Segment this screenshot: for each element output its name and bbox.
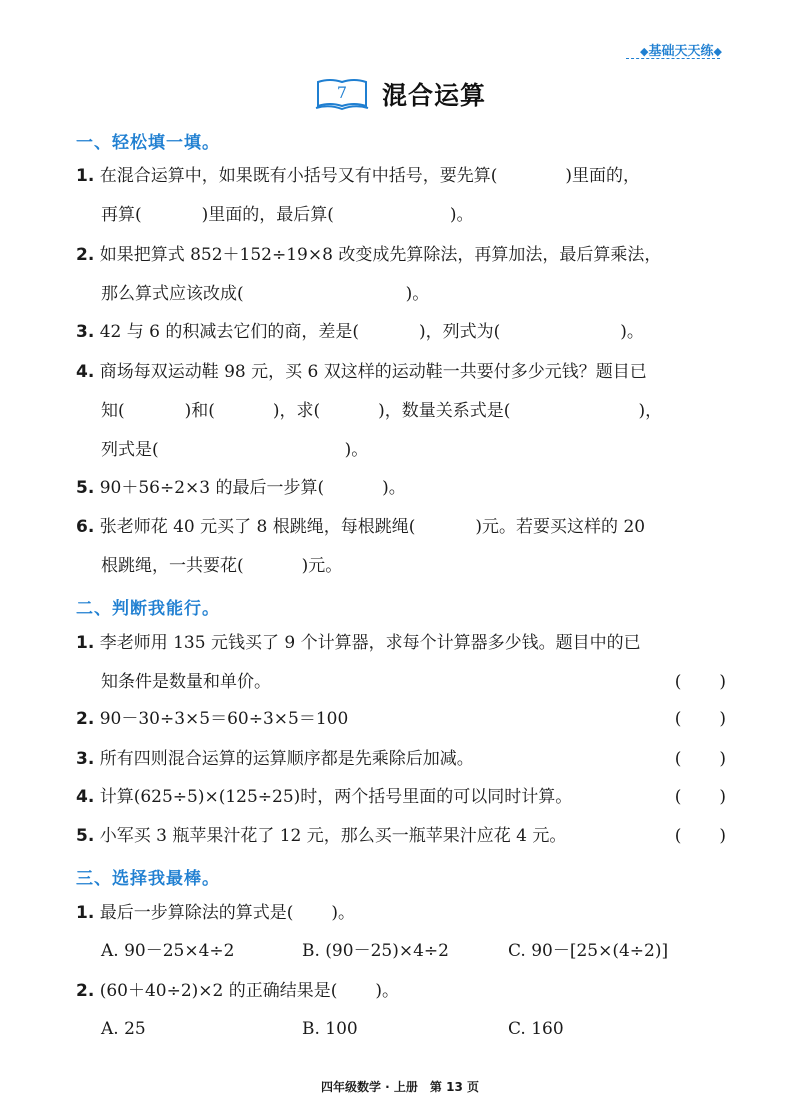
q-text: 张老师花 40 元买了 8 根跳绳，每根跳绳( bbox=[99, 517, 416, 537]
judge-box[interactable] bbox=[675, 708, 726, 730]
s1-q1-line1 bbox=[76, 165, 726, 187]
paren: ( bbox=[674, 787, 682, 807]
section-2-heading: 二、判断我能行。 bbox=[76, 599, 220, 619]
paren: ) bbox=[719, 787, 726, 807]
page-footer: 四年级数学 · 上册 第 13 页 bbox=[321, 1080, 479, 1094]
lesson-number: 7 bbox=[336, 83, 348, 102]
option-c[interactable]: C. 160 bbox=[508, 1019, 564, 1039]
q-text: 所有四则混合运算的运算顺序都是先乘除后加减。 bbox=[99, 749, 474, 769]
s1-q6-line2 bbox=[101, 555, 751, 577]
q-text: )。 bbox=[449, 205, 474, 225]
q-text: )。 bbox=[375, 981, 400, 1001]
book-icon bbox=[314, 76, 370, 112]
q-text: 计算(625÷5)×(125÷25)时，两个括号里面的可以同时计算。 bbox=[99, 787, 573, 807]
s1-q2-line1 bbox=[76, 244, 726, 266]
s1-q5 bbox=[76, 477, 726, 499]
paren: ( bbox=[674, 826, 682, 846]
q-text: 90＋56÷2×3 的最后一步算( bbox=[99, 478, 325, 498]
q-text: )里面的， bbox=[565, 166, 640, 186]
q-text: 在混合运算中，如果既有小括号又有中括号，要先算( bbox=[99, 166, 498, 186]
s2-q1-line1 bbox=[76, 632, 726, 654]
paren: ) bbox=[719, 672, 726, 692]
option-b[interactable]: B. (90－25)×4÷2 bbox=[302, 941, 449, 961]
paren: ( bbox=[674, 672, 682, 692]
q-text: 列式是( bbox=[101, 440, 159, 460]
option-c[interactable]: C. 90－[25×(4÷2)] bbox=[508, 941, 669, 961]
q-number: 1. bbox=[76, 166, 95, 186]
s2-q4 bbox=[76, 786, 726, 808]
q-text: 再算( bbox=[101, 205, 142, 225]
lesson-title: 混合运算 bbox=[381, 81, 486, 110]
q-text: )，数量关系式是( bbox=[378, 401, 511, 421]
q-text: )， bbox=[638, 401, 663, 421]
paren: ) bbox=[719, 709, 726, 729]
q-text: )。 bbox=[382, 478, 406, 498]
s2-q1-line2 bbox=[101, 671, 726, 693]
q-text: (60＋40÷2)×2 的正确结果是( bbox=[99, 981, 338, 1001]
q-text: 李老师用 135 元钱买了 9 个计算器，求每个计算器多少钱。题目中的已 bbox=[99, 633, 641, 653]
s2-q5 bbox=[76, 825, 726, 847]
q-text: 如果把算式 852＋152÷19×8 改变成先算除法，再算加法，最后算乘法， bbox=[99, 245, 662, 265]
q-text: )，求( bbox=[272, 401, 321, 421]
q-number: 5. bbox=[76, 478, 95, 498]
s3-q2 bbox=[76, 980, 726, 1002]
q-text: )里面的，最后算( bbox=[201, 205, 334, 225]
q-number: 5. bbox=[76, 826, 95, 846]
judge-box[interactable] bbox=[675, 748, 726, 770]
section-3-heading: 三、选择我最棒。 bbox=[76, 869, 220, 889]
q-number: 4. bbox=[76, 787, 95, 807]
q-text: 知( bbox=[101, 401, 125, 421]
q-text: )，列式为( bbox=[419, 322, 501, 342]
judge-box[interactable] bbox=[675, 786, 726, 808]
q-number: 2. bbox=[76, 709, 95, 729]
q-number: 4. bbox=[76, 362, 95, 382]
page-title bbox=[0, 76, 800, 112]
option-b[interactable]: B. 100 bbox=[302, 1019, 358, 1039]
tag-divider bbox=[626, 58, 720, 60]
q-text: )元。若要买这样的 20 bbox=[475, 517, 646, 537]
q-text: 小军买 3 瓶苹果汁花了 12 元，那么买一瓶苹果汁应花 4 元。 bbox=[99, 826, 567, 846]
q-text: )元。 bbox=[301, 556, 343, 576]
s3-q1 bbox=[76, 902, 726, 924]
paren: ) bbox=[719, 749, 726, 769]
option-a[interactable]: A. 90－25×4÷2 bbox=[101, 941, 235, 961]
q-text: 知条件是数量和单价。 bbox=[101, 672, 271, 692]
q-text: )。 bbox=[331, 903, 355, 923]
q-text: )和( bbox=[184, 401, 215, 421]
q-text: )。 bbox=[620, 322, 644, 342]
s1-q4-line2 bbox=[101, 400, 751, 422]
paren: ) bbox=[719, 826, 726, 846]
diamond-left-icon: ◆ bbox=[640, 45, 649, 58]
s1-q1-line2 bbox=[101, 204, 751, 226]
s1-q6-line1 bbox=[76, 516, 726, 538]
q-text: )。 bbox=[344, 440, 369, 460]
q-number: 6. bbox=[76, 517, 95, 537]
section-tag bbox=[640, 40, 722, 59]
q-text: 90－30÷3×5＝60÷3×5＝100 bbox=[99, 709, 349, 729]
q-text: )。 bbox=[405, 284, 430, 304]
paren: ( bbox=[674, 749, 682, 769]
option-a[interactable]: A. 25 bbox=[101, 1019, 146, 1039]
s1-q4-line3 bbox=[101, 439, 751, 461]
q-number: 1. bbox=[76, 633, 95, 653]
q-text: 商场每双运动鞋 98 元，买 6 双这样的运动鞋一共要付多少元钱？题目已 bbox=[99, 362, 647, 382]
paren: ( bbox=[674, 709, 682, 729]
judge-box[interactable] bbox=[675, 825, 726, 847]
q-text: 42 与 6 的积减去它们的商，差是( bbox=[99, 322, 359, 342]
s1-q4-line1 bbox=[76, 361, 726, 383]
q-text: 最后一步算除法的算式是( bbox=[99, 903, 294, 923]
q-text: 根跳绳，一共要花( bbox=[101, 556, 244, 576]
judge-box[interactable] bbox=[675, 671, 726, 693]
section-tag-label: 基础天天练 bbox=[648, 44, 714, 59]
s1-q3 bbox=[76, 321, 726, 343]
q-number: 3. bbox=[76, 322, 95, 342]
q-number: 2. bbox=[76, 245, 95, 265]
diamond-right-icon: ◆ bbox=[713, 45, 722, 58]
s1-q2-line2 bbox=[101, 283, 751, 305]
q-text: 那么算式应该改成( bbox=[101, 284, 244, 304]
s2-q3 bbox=[76, 748, 726, 770]
q-number: 3. bbox=[76, 749, 95, 769]
q-number: 1. bbox=[76, 903, 95, 923]
section-1-heading: 一、轻松填一填。 bbox=[76, 133, 220, 153]
q-number: 2. bbox=[76, 981, 95, 1001]
s2-q2 bbox=[76, 708, 726, 730]
